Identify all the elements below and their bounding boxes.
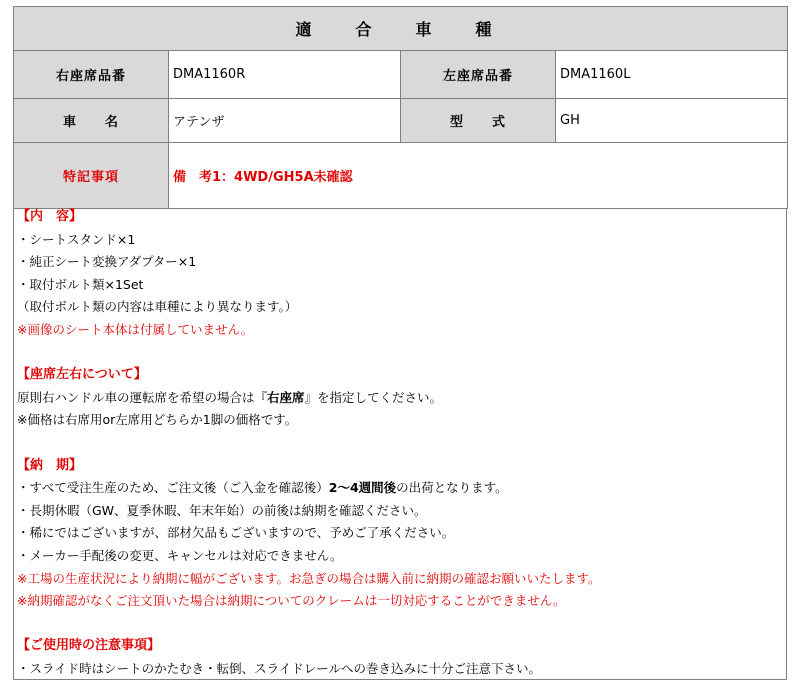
notes-value: 備 考1：4WD/GH5A未確認 <box>169 143 788 209</box>
model-label: 型 式 <box>401 99 556 143</box>
delivery-warning: ※納期確認がなくご注文頂いた場合は納期についてのクレームは一切対応することができません。 <box>17 593 566 609</box>
contents-item: ・純正シート変換アダプター×1 <box>17 254 197 270</box>
right-seat-value: DMA1160R <box>169 51 401 99</box>
contents-warning: ※画像のシート本体は付属していません。 <box>17 321 254 337</box>
right-seat-emphasis: 右座席 <box>267 389 305 405</box>
right-seat-label: 右座席品番 <box>14 51 169 99</box>
delivery-line: ・稀にではございますが、部材欠品もございますので、予めご了承ください。 <box>17 525 455 541</box>
caution-heading: 【ご使用時の注意事項】 <box>17 638 161 654</box>
fitment-table <box>13 6 788 209</box>
seat-side-price-note: ※価格は右席用or左席用どちらか1脚の価格です。 <box>17 412 298 428</box>
caution-line: ・スライド時はシートのかたむき・転倒、スライドレールへの巻き込みに十分ご注意下さい。 <box>17 660 542 676</box>
delivery-line: ・すべて受注生産のため、ご注文後（ご入金を確認後）2～4週間後の出荷となります。 <box>17 480 508 496</box>
contents-item: ・取付ボルト類×1Set <box>17 276 144 292</box>
delivery-warning: ※工場の生産状況により納期に幅がございます。お急ぎの場合は購入前に納期の確認お願いいたします。 <box>17 570 601 586</box>
model-value: GH <box>556 99 788 143</box>
left-seat-value: DMA1160L <box>556 51 788 99</box>
lead-time-emphasis: 2～4週間後 <box>328 480 397 496</box>
delivery-heading: 【納 期】 <box>17 457 83 473</box>
table-title: 適 合 車 種 <box>14 7 788 51</box>
seat-side-line: 原則右ハンドル車の運転席を希望の場合は『右座席』を指定してください。 <box>17 389 443 405</box>
contents-item: （取付ボルト類の内容は車種により異なります。） <box>17 299 298 315</box>
car-name-label: 車 名 <box>14 99 169 143</box>
description-body <box>17 206 783 680</box>
seat-side-heading: 【座席左右について】 <box>17 367 147 383</box>
left-seat-label: 左座席品番 <box>401 51 556 99</box>
notes-label: 特記事項 <box>14 143 169 209</box>
contents-item: ・シートスタンド×1 <box>17 231 136 247</box>
delivery-line: ・メーカー手配後の変更、キャンセルは対応できません。 <box>17 547 343 563</box>
delivery-line: ・長期休暇（GW、夏季休暇、年末年始）の前後は納期を確認ください。 <box>17 502 427 518</box>
contents-heading: 【内 容】 <box>17 209 83 224</box>
car-name-value: アテンザ <box>169 99 401 143</box>
